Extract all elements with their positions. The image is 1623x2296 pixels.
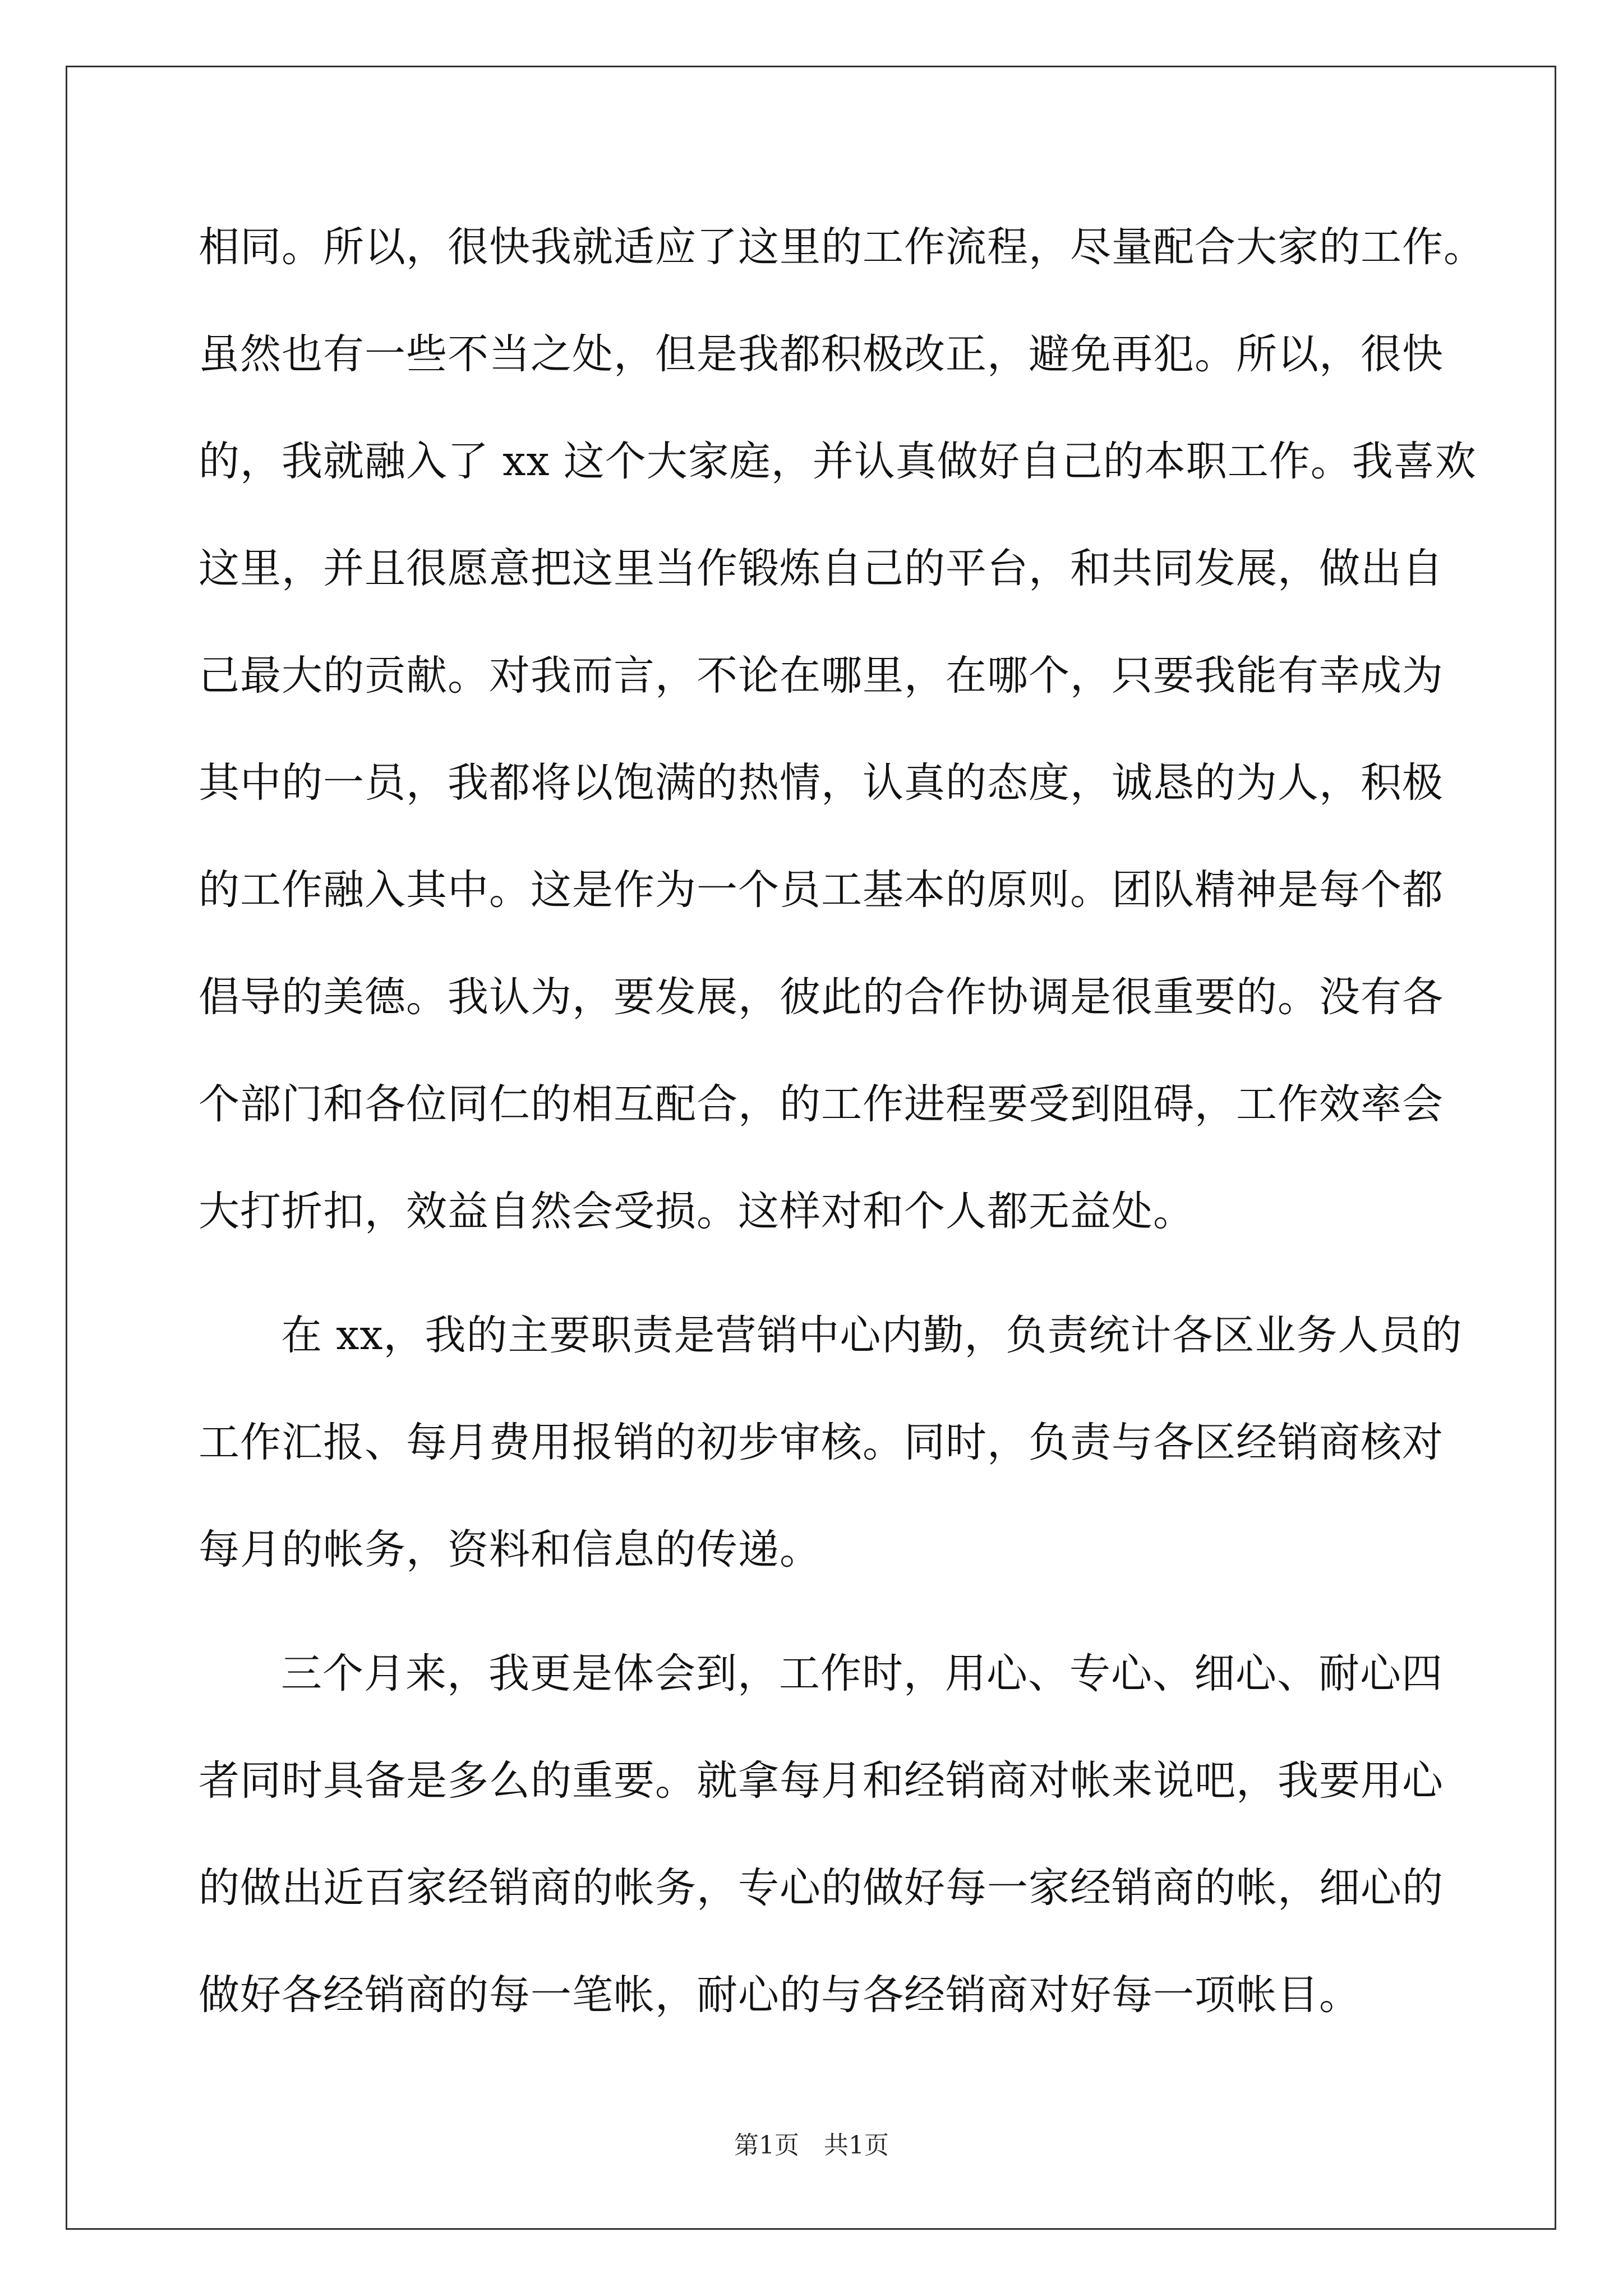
paragraph-2-line-1: 在 xx，我的主要职责是营销中心内勤，负责统计各区业务人员的 [281,1312,1463,1359]
paragraph-1-line-2: 虽然也有一些不当之处，但是我都积极改正，避免再犯。所以，很快 [199,330,1444,378]
paragraph-1-line-7: 的工作融入其中。这是作为一个员工基本的原则。团队精神是每个都 [199,866,1444,914]
paragraph-3-line-4: 做好各经销商的每一笔帐，耐心的与各经销商对好每一项帐目。 [199,1971,1361,2019]
paragraph-gap [199,1603,1466,1620]
paragraph-1-line-8: 倡导的美德。我认为，要发展，彼此的合作协调是很重要的。没有各 [199,973,1444,1021]
document-body [199,194,1485,2049]
paragraph-1-line-5: 己最大的贡献。对我而言，不论在哪里，在哪个，只要我能有幸成为 [199,652,1444,700]
paragraph-1-line-10: 大打折扣，效益自然会受损。这样对和个人都无益处。 [199,1188,1195,1235]
paragraph-1-line-1: 相同。所以，很快我就适应了这里的工作流程，尽量配合大家的工作。 [199,223,1485,271]
paragraph-1-line-3: 的，我就融入了 xx 这个大家庭，并认真做好自己的本职工作。我喜欢 [199,438,1477,485]
paragraph-gap [199,1265,1466,1282]
paragraph-2-line-3: 每月的帐务，资料和信息的传递。 [199,1526,821,1573]
paragraph-1-line-9: 个部门和各位同仁的相互配合，的工作进程要受到阻碍，工作效率会 [199,1080,1444,1128]
paragraph-3-line-2: 者同时具备是多么的重要。就拿每月和经销商对帐来说吧，我要用心 [199,1757,1444,1805]
page-number-footer: 第1页 共1页 [734,2131,889,2160]
paragraph-1-line-6: 其中的一员，我都将以饱满的热情，认真的态度，诚恳的为人，积极 [199,759,1444,807]
paragraph-1-line-4: 这里，并且很愿意把这里当作锻炼自己的平台，和共同发展，做出自 [199,545,1444,592]
paragraph-3-line-3: 的做出近百家经销商的帐务，专心的做好每一家经销商的帐，细心的 [199,1864,1444,1912]
paragraph-2-line-2: 工作汇报、每月费用报销的初步审核。同时，负责与各区经销商核对 [199,1419,1444,1466]
paragraph-3-line-1: 三个月来，我更是体会到，工作时，用心、专心、细心、耐心四 [281,1650,1443,1697]
